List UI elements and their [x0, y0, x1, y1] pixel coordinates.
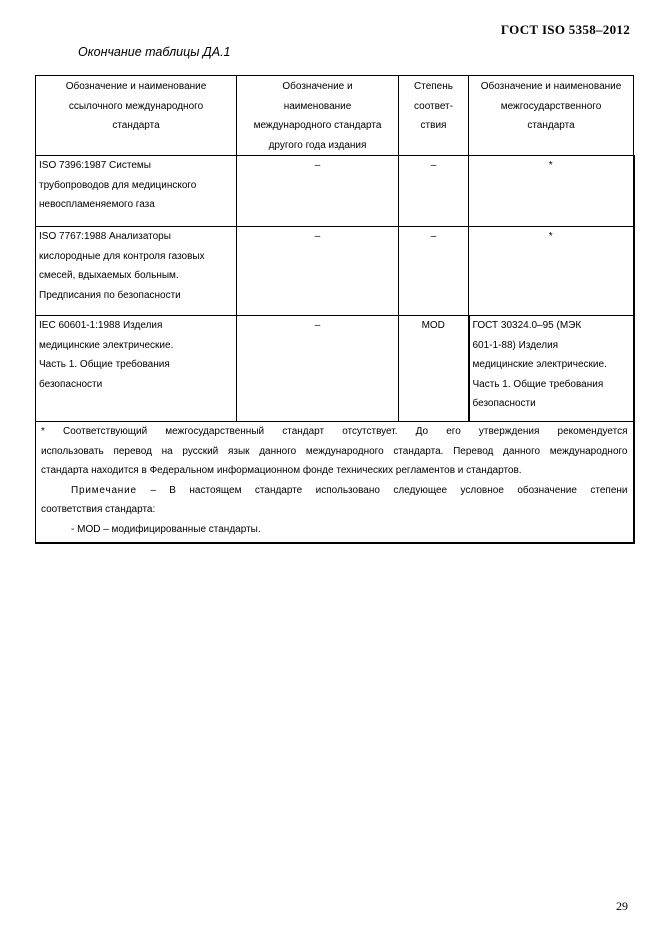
ref-standard-cell — [36, 316, 237, 422]
degree-cell: MOD — [399, 316, 469, 422]
table-header-row — [36, 76, 634, 156]
degree-cell: – — [399, 227, 469, 316]
interstate-standard-cell — [469, 227, 634, 316]
other-year-cell: – — [237, 156, 399, 227]
cell-line: безопасности — [39, 378, 103, 390]
note-line — [41, 481, 628, 501]
note-text: – В настоящем стандарте использовано следующее условное обозначение степени — [136, 484, 628, 496]
cell-line: IEC 60601-1:1988 Изделия — [39, 320, 163, 331]
other-year-cell: – — [237, 227, 399, 316]
interstate-standard-cell — [469, 156, 634, 227]
header-line: Обозначение и наименование — [65, 81, 207, 92]
cell-line: медицинские электрические. — [472, 359, 607, 370]
cell-line: трубопроводов для медицинского — [39, 179, 197, 191]
header-degree — [399, 76, 469, 156]
note-label: Примечание — [71, 484, 137, 496]
footnote-line: стандарта находится в Федеральном информационном фонде технических регламентов и стандартов. — [41, 465, 522, 476]
table-row — [36, 316, 634, 422]
table-row — [36, 227, 634, 316]
note-line: соответствия стандарта: — [41, 504, 156, 515]
other-year-cell: – — [237, 316, 399, 422]
cell-line: ISO 7396:1987 Системы — [39, 160, 151, 171]
degree-cell: – — [399, 156, 469, 227]
cell-line: ISO 7767:1988 Анализаторы — [39, 231, 171, 242]
note-item: - MOD – модифицированные стандарты. — [71, 523, 261, 535]
page-number: 29 — [616, 899, 628, 913]
header-line: Степень — [414, 81, 453, 92]
header-ref-standard — [36, 76, 237, 156]
footnote-line: использовать перевод на русский язык данного международного стандарта. Перевод данного международного — [41, 445, 628, 457]
cell-line: невоспламеняемого газа — [39, 199, 155, 210]
header-line: межгосударственного — [500, 100, 602, 112]
ref-standard-cell — [36, 227, 237, 316]
cell-line: Часть 1. Общие требования — [472, 378, 604, 390]
cell-line: Предписания по безопасности — [39, 289, 181, 301]
cell-line: медицинские электрические. — [39, 339, 174, 351]
document-code-header: ГОСТ ISO 5358–2012 — [500, 22, 630, 37]
cell-line: * — [548, 231, 553, 242]
table-row — [36, 156, 634, 227]
cell-line: * — [548, 160, 553, 171]
table-footnote-row — [36, 422, 634, 544]
header-interstate-standard — [469, 76, 634, 156]
table-caption: Окончание таблицы ДА.1 — [78, 45, 231, 59]
cell-line: безопасности — [472, 398, 536, 409]
header-line: Обозначение и наименование — [480, 81, 622, 92]
header-line: стандарта — [527, 120, 575, 131]
header-line: ссылочного международного — [68, 100, 204, 112]
header-line: стандарта — [112, 120, 160, 131]
interstate-standard-cell — [469, 316, 634, 422]
header-line: международного стандарта — [253, 120, 382, 131]
header-line: соответ- — [414, 100, 453, 112]
header-other-year-standard — [237, 76, 399, 156]
header-line: другого года издания — [268, 139, 367, 151]
cell-line: ГОСТ 30324.0–95 (МЭК — [472, 320, 582, 331]
cell-line: Часть 1. Общие требования — [39, 359, 170, 370]
cell-line: смесей, вдыхаемых больным. — [39, 270, 179, 281]
cell-line: 601-1-88) Изделия — [472, 339, 559, 351]
correspondence-table — [35, 75, 635, 544]
header-line: ствия — [420, 120, 447, 131]
table-footnote — [36, 422, 634, 544]
cell-line: кислородные для контроля газовых — [39, 250, 205, 262]
ref-standard-cell — [36, 156, 237, 227]
footnote-line: * Соответствующий межгосударственный стандарт отсутствует. До его утверждения рекомендуется — [41, 426, 628, 437]
header-line: наименование — [283, 100, 352, 112]
header-line: Обозначение и — [282, 81, 353, 92]
